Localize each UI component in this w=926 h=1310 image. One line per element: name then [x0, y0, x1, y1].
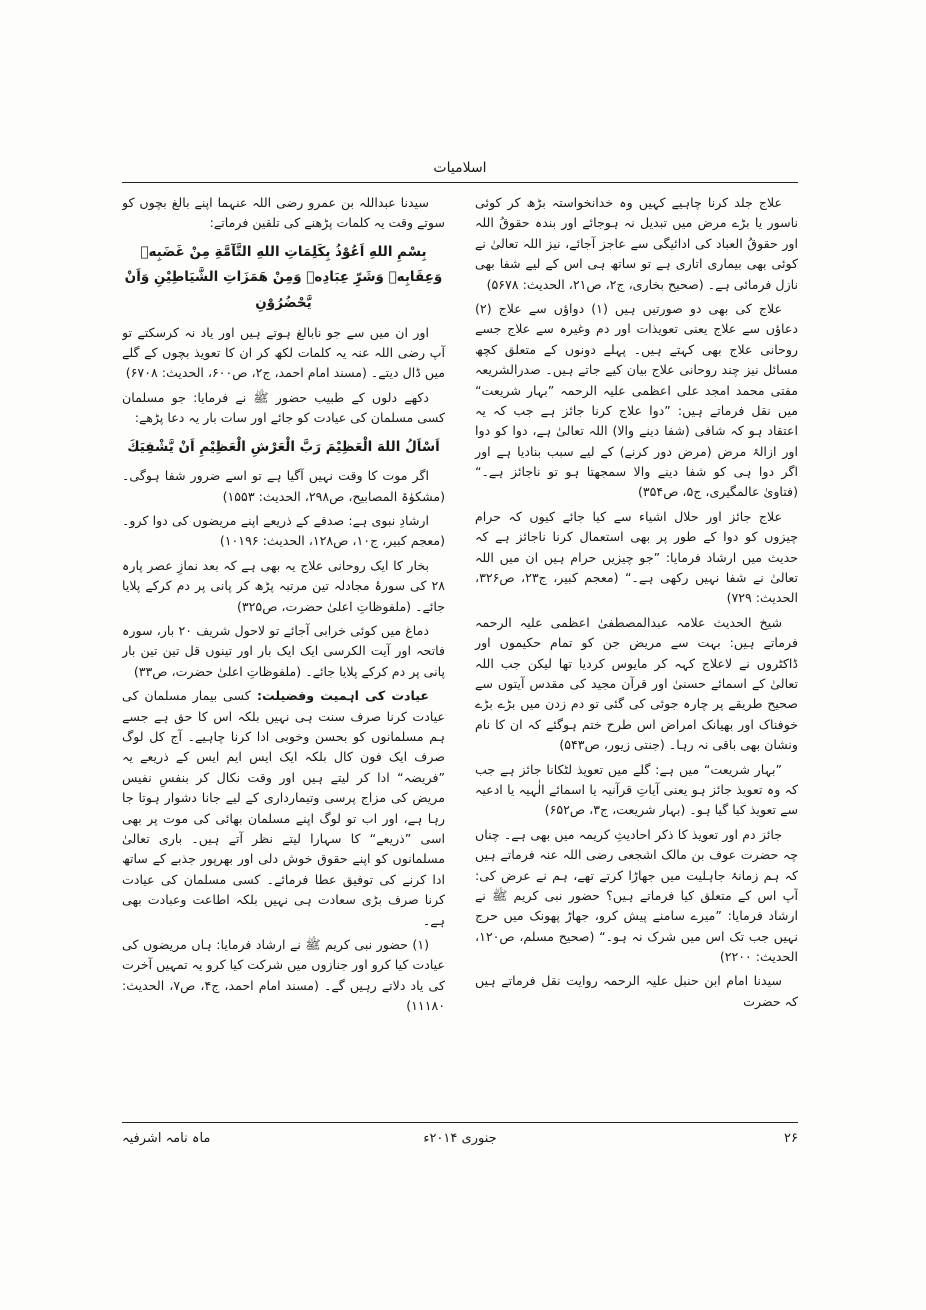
body-paragraph: عیادت کی اہمیت وفضیلت: کسی بیمار مسلمان کی عیادت کرنا صرف سنت ہی نہیں بلکہ اس کا حق ہے جسے ہم مسلمانوں کو بحسن وخوبی ادا کرنا چاہیے۔ آج کل لوگ صرف ایک فون کال بلکہ ایک ایس ایم ایس کے ذریعے یہ ”فریضہ“ ادا کر لیتے ہیں اور وقت نکال کر بنفسِ نفیس مریض کی مزاج پرسی وتیمارداری کے لیے جانا دشوار ہوتا جا رہا ہے، اور اب تو لوگ اپنے مسلمان بھائی کی موت پر بھی اسی ”ذریعے“ کا سہارا لیتے نظر آتے ہیں۔ باری تعالیٰ مسلمانوں کو اپنے حقوق خوش دلی اور بھرپور جذبے کے ساتھ ادا کرنے کی توفیق عطا فرمائے۔ کسی مسلمان کی عیادت کرنا صرف بڑی سعادت ہی نہیں بلکہ اطاعت وعبادت بھی ہے۔ [122, 688, 445, 928]
arabic-dua-paragraph: اَسْاَلُ اللهَ الْعَظِيْمَ رَبَّ الْعَرْشِ الْعَظِيْمِ اَنْ يَّشْفِيَكَ [127, 438, 440, 455]
body-paragraph: اگر موت کا وقت نہیں آگیا ہے تو اسے ضرور شفا ہوگی۔ (مشکوٰۃ المصابیح، ص۲۹۸، الحدیث: ۱۵۵۳) [122, 468, 445, 504]
body-paragraph: اور ان میں سے جو نابالغ ہوتے ہیں اور یاد نہ کرسکتے تو آپ رضی اللہ عنہ یہ کلمات لکھ کر ان کا تعویذ بچوں کے گلے میں ڈال دیتے۔ (مسند امام احمد، ج۲، ص۶۰۰، الحدیث: ۶۷۰۸) [122, 324, 445, 381]
body-paragraph: (۱) حضور نبی کریم ﷺ نے ارشاد فرمایا: ہاں مریضوں کی عیادت کیا کرو اور جنازوں میں شرکت کیا کرو یہ تمہیں آخرت کی یاد دلاتے رہیں گے۔ (مسند امام احمد، ج۴، ص۷، الحدیث: ۱۱۱۸۰) [122, 936, 445, 1014]
body-paragraph: دماغ میں کوئی خرابی آجائے تو لاحول شریف ۲۰ بار، سورہ فاتحہ اور آیت الکرسی ایک ایک بار اور تینوں قل تین تین بار پانی پر دم کرکے پلایا جائے۔ (ملفوظاتِ اعلیٰ حضرت، ص۳۳) [122, 623, 445, 679]
body-paragraph: دکھے دلوں کے طبیب حضور ﷺ نے فرمایا: جو مسلمان کسی مسلمان کی عیادت کو جائے اور سات بار یہ دعا پڑھے: [122, 389, 445, 426]
body-paragraph: علاج جائز اور حلال اشیاء سے کیا جائے کیوں کہ حرام چیزوں کو دوا کے طور پر بھی استعمال کرنا ناجائز ہے کہ حدیث میں ارشاد فرمایا: ”جو چیزیں حرام ہیں ان میں اللہ تعالیٰ نے شفا نہیں رکھی ہے۔“ (معجم کبیر، ج۲۳، ص۳۲۶، الحدیث: ۷۲۹) [475, 508, 798, 606]
page-footer [122, 1122, 798, 1146]
footer-magazine-title: ماہ نامہ اشرفیہ [122, 1131, 211, 1146]
content-area [122, 160, 798, 1131]
footer-date: جنوری ۲۰۱۴ء [423, 1131, 497, 1146]
section-title: اسلامیات [433, 160, 487, 176]
body-paragraph: شیخ الحدیث علامہ عبدالمصطفیٰ اعظمی علیہ الرحمہ فرماتے ہیں: بہت سے مریض جن کو تمام حکیموں اور ڈاکٹروں نے لاعلاج کہہ کر مایوس کردیا تھا لیکن جب اللہ تعالیٰ کے اسمائے حسنیٰ اور قرآن مجید کی مقدس آیتوں سے صحیح طریقے پر چارہ جوئی کی گئی تو دم زدن میں بڑے بڑے خوفناک اور بھیانک امراض اس طرح ختم ہوگئے کہ ان کا نام ونشان بھی باقی نہ رہا۔ (جنتی زیور، ص۵۴۳) [475, 614, 798, 753]
inline-heading: عیادت کی اہمیت وفضیلت: [250, 688, 429, 704]
body-paragraph: علاج جلد کرنا چاہیے کہیں وہ خدانخواستہ بڑھ کر کوئی ناسور یا بڑے مرض میں تبدیل نہ ہوجائے اور بندہ حقوقُ اللہ اور حقوقُ العباد کی ادائیگی سے عاجز آجائے، نیز اللہ تعالیٰ نے کوئی بھی بیماری اتاری ہے تو ساتھ ہی اس کے لیے شفا بھی نازل فرمائی ہے۔ (صحیح بخاری، ج۲، ص۲۱، الحدیث: ۵۶۷۸) [475, 195, 798, 292]
text-columns [122, 193, 798, 1131]
body-paragraph: علاج کی بھی دو صورتیں ہیں (۱) دواؤں سے علاج (۲) دعاؤں سے علاج یعنی تعویذات اور دم وغیرہ سے علاج جسے روحانی علاج بھی کہتے ہیں۔ پہلے دونوں کے متعلق کچھ مسائل نیز چند روحانی علاج بیان کیے جاتے ہیں۔ صدرالشریعہ مفتی محمد امجد علی اعظمی علیہ الرحمہ ”بہار شریعت“ میں نقل فرماتے ہیں: ”دوا علاج کرنا جائز ہے جب کہ یہ اعتقاد ہو کہ شافی (شفا دینے والا) اللہ تعالیٰ ہے، دوا کو دوا اور ازالۂ مرض (مرض دور کرنے) کے لیے سبب بنادیا ہے اور اگر دوا ہی کو شفا دینے والا سمجھتا ہو تو ناجائز ہے۔“ (فتاویٰ عالمگیری، ج۵، ص۳۵۴) [475, 300, 798, 500]
column-right [475, 193, 798, 1131]
body-paragraph: سیدنا عبداللہ بن عمرو رضی اللہ عنہما اپنے بالغ بچوں کو سوتے وقت یہ کلمات پڑھنے کی تلقین فرماتے: [122, 195, 445, 231]
body-paragraph: ”بہار شریعت“ میں ہے: گلے میں تعویذ لٹکانا جائز ہے جب کہ وہ تعویذ جائز ہو یعنی آیاتِ قرآنیہ یا اسمائے الٰہیہ یا ادعیہ سے تعویذ کیا گیا ہو۔ (بہار شریعت، ج۳، ص۶۵۲) [475, 761, 798, 818]
arabic-dua-paragraph: بِسْمِ اللهِ اَعُوْذُ بِكَلِمَاتِ اللهِ التَّآمَّةِ مِنْ غَضَبِهٖ وَعِقَابِهٖ وَشَرِّ عِبَادِهٖ وَمِنْ هَمَزَاتِ الشَّيَاطِيْنِ وَاَنْ يَّحْضُرُوْنِ [124, 243, 443, 312]
footer-page-number: ۲۶ [784, 1131, 798, 1146]
body-paragraph: جائز دم اور تعویذ کا ذکر احادیثِ کریمہ میں بھی ہے۔ چناں چہ حضرت عوف بن مالک اشجعی رضی اللہ عنہ فرماتے ہیں کہ ہم زمانۂ جاہلیت میں جھاڑا کرتے تھے، ہم نے عرض کی: آپ اس کے متعلق کیا فرماتے ہیں؟ حضور نبی کریم ﷺ نے ارشاد فرمایا: ”میرے سامنے پیش کرو، جھاڑ پھونک میں حرج نہیں جب تک اس میں شرک نہ ہو۔“ (صحیح مسلم، ص۱۲۰، الحدیث: ۲۲۰۰) [475, 826, 798, 965]
body-paragraph: سیدنا امام ابن حنبل علیہ الرحمہ روایت نقل فرماتے ہیں کہ حضرت [475, 973, 798, 1009]
body-paragraph: ارشادِ نبوی ہے: صدقے کے ذریعے اپنے مریضوں کی دوا کرو۔ (معجم کبیر، ج۱۰، ص۱۲۸، الحدیث: ۱۰۱۹۶) [122, 513, 445, 549]
column-left [122, 193, 445, 1131]
body-paragraph: بخار کا ایک روحانی علاج یہ بھی ہے کہ بعد نمازِ عصر پارہ ۲۸ کی سورۂ مجادلہ تین مرتبہ پڑھ کر پانی پر دم کرکے پلایا جائے۔ (ملفوظاتِ اعلیٰ حضرت، ص۳۲۵) [122, 557, 445, 614]
page-header [122, 160, 798, 183]
